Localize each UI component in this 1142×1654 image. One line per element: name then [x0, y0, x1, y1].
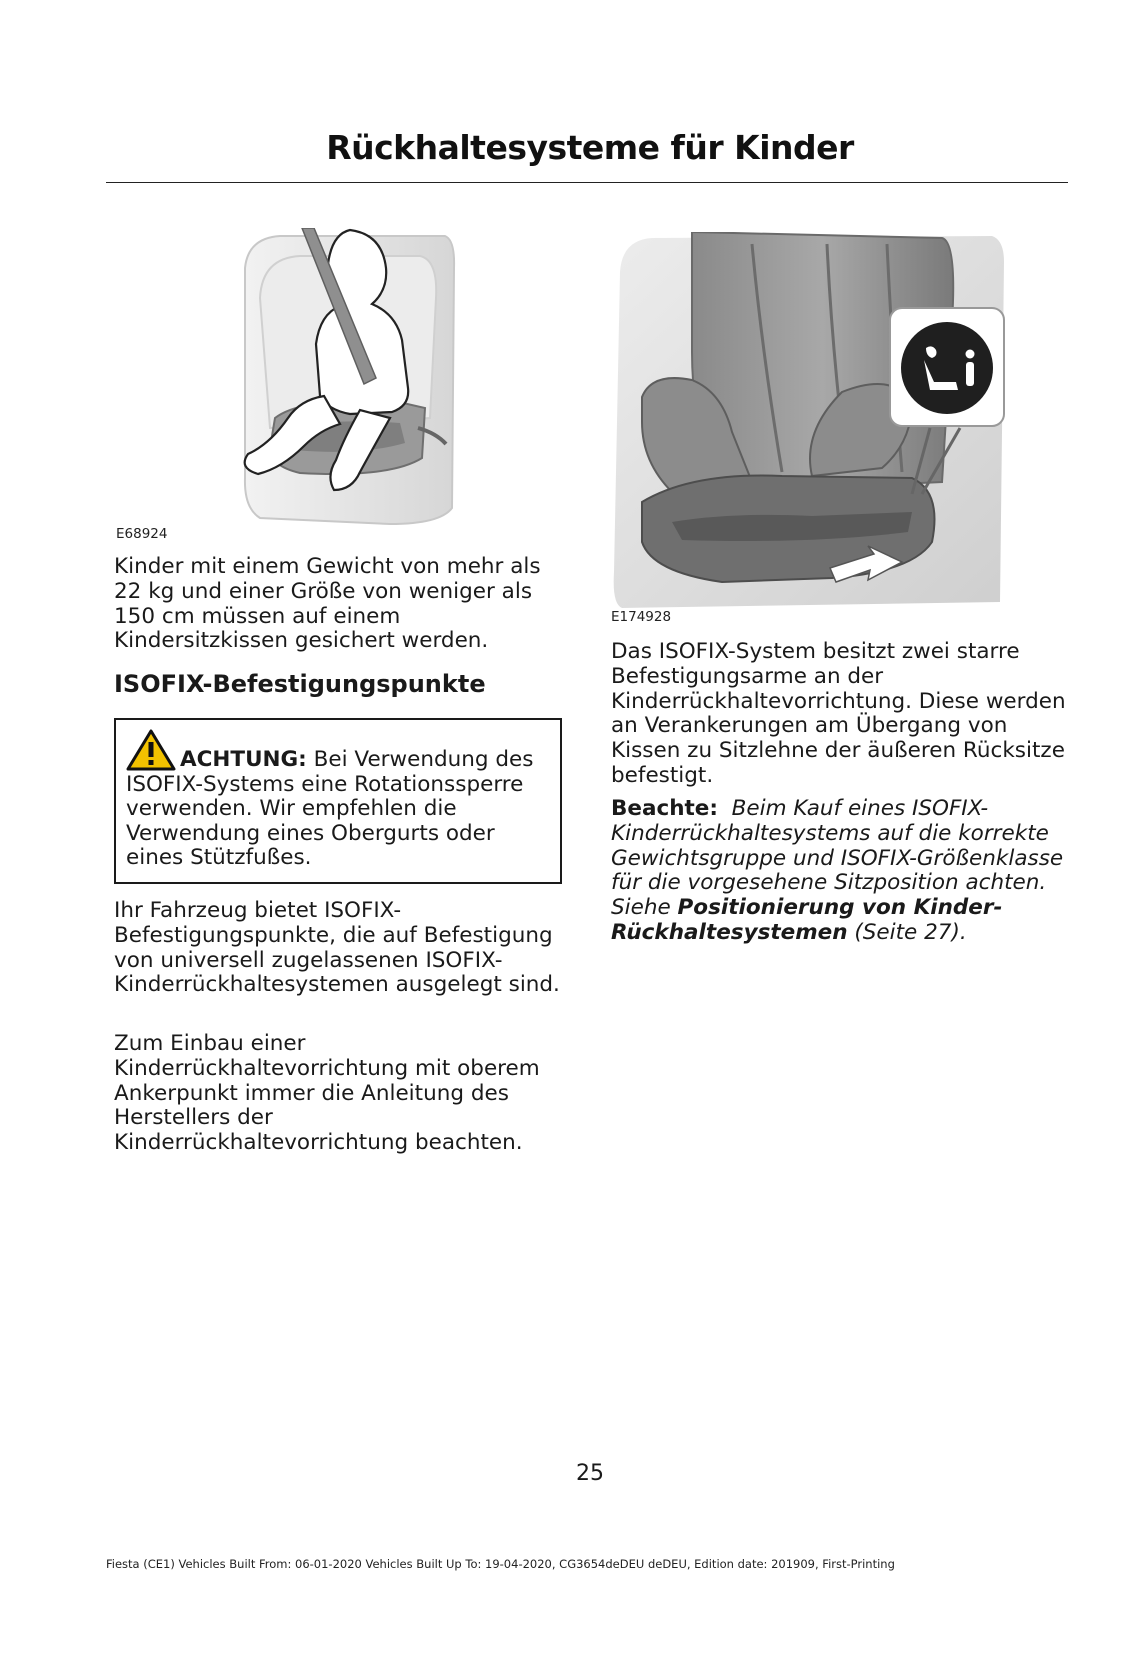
title-divider: [106, 182, 1068, 183]
figure-label-right: E174928: [611, 609, 672, 625]
paragraph-booster: Kinder mit einem Gewicht von mehr als 22 kg und einer Größe von weniger als 150 cm müssen auf einem Kindersitzkissen gesichert werden.: [114, 554, 541, 654]
figure-label-left: E68924: [116, 526, 168, 542]
note-label: Beachte:: [611, 796, 718, 821]
warning-text: Bei Verwendung des ISOFIX-Systems eine Rotationssperre verwenden. Wir empfehlen die Verwendung eines Obergurts oder eines Stützfußes.: [126, 747, 534, 870]
paragraph-isofix-system: Das ISOFIX-System besitzt zwei starre Befestigungsarme an der Kinderrückhaltevorrichtung. Diese werden an Verankerungen am Übergang von Kissen zu Sitzlehne der äußeren Rücksitze befestigt.: [611, 639, 1066, 788]
warning-box: [114, 718, 562, 884]
footer-text: Fiesta (CE1) Vehicles Built From: 06-01-2020 Vehicles Built Up To: 19-04-2020, CG3654deDEU deDEU, Edition date: 201909, First-Printing: [106, 1557, 895, 1571]
page-reference: (Seite 27).: [854, 919, 967, 945]
warning-triangle-icon: [126, 728, 176, 772]
booster-cushion-illustration: [240, 228, 460, 528]
note-text: Beim Kauf eines ISOFIX-Kinderrückhaltesystems auf die korrekte Gewichtsgruppe und ISOFIX-Größenklasse für die vorgesehene Sitzposition achten.: [611, 796, 1064, 896]
page-title: Rückhaltesysteme für Kinder: [326, 128, 854, 167]
warning-label: ACHTUNG:: [180, 747, 307, 772]
note-see: Siehe: [611, 895, 671, 921]
page-number: 25: [576, 1461, 604, 1486]
paragraph-isofix-points: Ihr Fahrzeug bietet ISOFIX-Befestigungspunkte, die auf Befestigung von universell zugelassenen ISOFIX-Kinderrückhaltesystemen ausgelegt sind.: [114, 898, 560, 998]
isofix-seat-illustration: [612, 232, 1062, 612]
cross-reference-link[interactable]: Positionierung von Kinder-Rückhaltesystemen: [611, 895, 1003, 945]
note-paragraph: [611, 797, 1071, 946]
paragraph-top-anchor: Zum Einbau einer Kinderrückhaltevorrichtung mit oberem Ankerpunkt immer die Anleitung des Herstellers der Kinderrückhaltevorrichtung beachten.: [114, 1031, 540, 1156]
section-heading-isofix: ISOFIX-Befestigungspunkte: [114, 670, 486, 698]
